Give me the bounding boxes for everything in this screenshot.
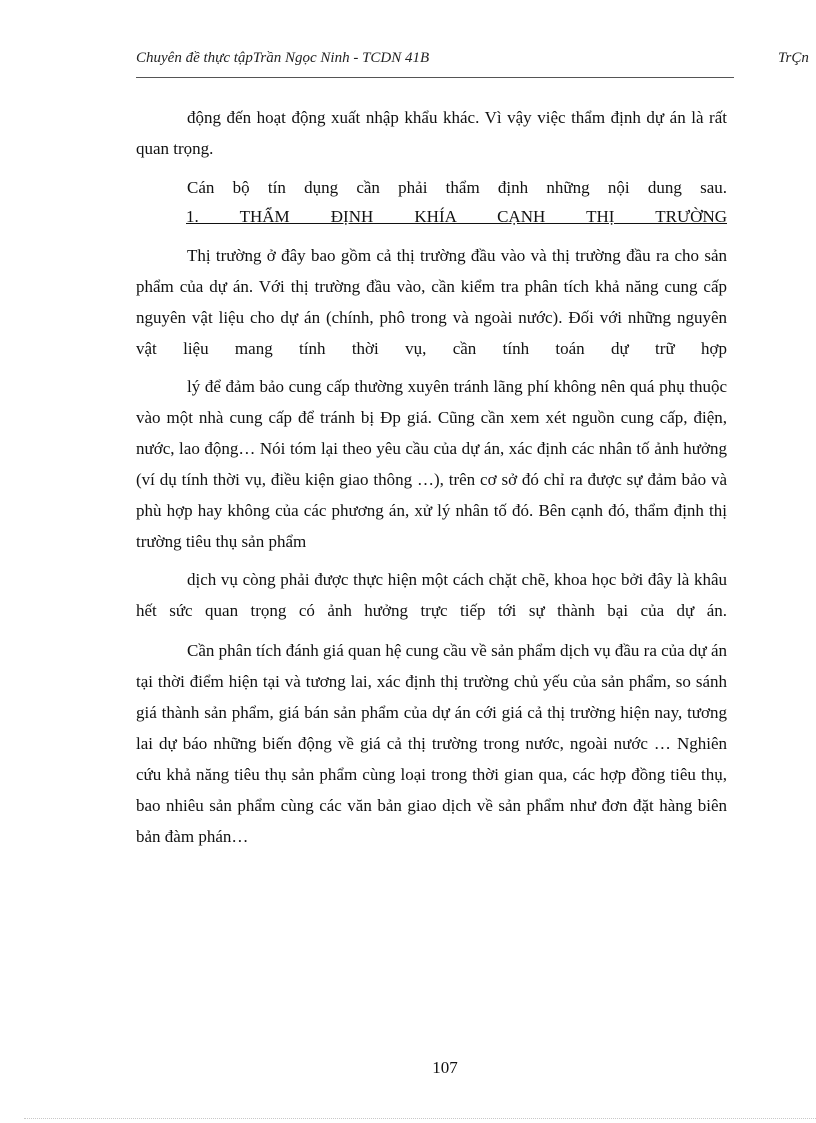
running-header	[136, 46, 816, 72]
page-number: 107	[432, 1058, 458, 1077]
header-divider	[136, 77, 734, 78]
section-heading-market: 1. THẨM ĐỊNH KHÍA CẠNH THỊ TRƯỜNG	[186, 207, 727, 226]
footer-dotted-line	[24, 1118, 816, 1119]
paragraph-consumption-market: dịch vụ còng phải được thực hiện một cách chặt chẽ, khoa học bởi đây là khâu hết sức quan trọng có ảnh hưởng trực tiếp tới sự thành bại của dự án.	[136, 570, 727, 620]
paragraph-intro-continuation: động đến hoạt động xuất nhập khẩu khác. Vì vậy việc thẩm định dự án là rất quan trọng.	[136, 108, 727, 158]
paragraph-supply-demand-analysis: Cần phân tích đánh giá quan hệ cung cầu về sản phẩm dịch vụ đầu ra của dự án tại thời điểm hiện tại và tương lai, xác định thị trường chủ yếu của sản phẩm, so sánh giá thành sản phẩm, giá bán sản phẩm của dự án cới giá cả thị trường hiện nay, tương lai dự báo những biến động về giá cả thị trường trong nước, ngoài nước … Nghiên cứu khả năng tiêu thụ sản phẩm cùng loại trong thời gian qua, các hợp đồng tiêu thụ, bao nhiêu sản phẩm cùng các văn bản giao dịch về sản phẩm như đơn đặt hàng biên bản đàm phán…	[136, 641, 727, 846]
document-body	[136, 102, 727, 852]
paragraph-supply-considerations: lý để đảm bảo cung cấp thường xuyên tránh lãng phí không nên quá phụ thuộc vào một nhà cung cấp để tránh bị Ðp giá. Cũng cần xem xét nguồn cung cấp, điện, nước, lao động… Nói tóm lại theo yêu cầu của dự án, xác định các nhân tố ảnh hưởng (ví dụ tính thời vụ, điều kiện giao thông …), trên cơ sở đó chỉ ra được sự đảm bảo và phù hợp hay không của các phương án, xử lý nhân tố đó. Bên cạnh đó, thẩm định thị trường tiêu thụ sản phẩm	[136, 377, 727, 551]
header-title: Chuyên đề thực tậpTrần Ngọc Ninh - TCDN 41B	[136, 50, 430, 66]
header-author-short: TrÇn	[778, 50, 809, 66]
paragraph-market-inputs: Thị trường ở đây bao gồm cả thị trường đầu vào và thị trường đầu ra cho sản phẩm của dự án. Với thị trường đầu vào, cần kiểm tra phân tích khả năng cung cấp nguyên vật liệu cho dự án (chính, phô trong và ngoài nước). Đối với những nguyên vật liệu mang tính thời vụ, cần tính toán dự trữ hợp	[136, 246, 727, 358]
paragraph-content-list-intro: Cán bộ tín dụng cần phải thẩm định những nội dung sau.	[187, 178, 727, 197]
